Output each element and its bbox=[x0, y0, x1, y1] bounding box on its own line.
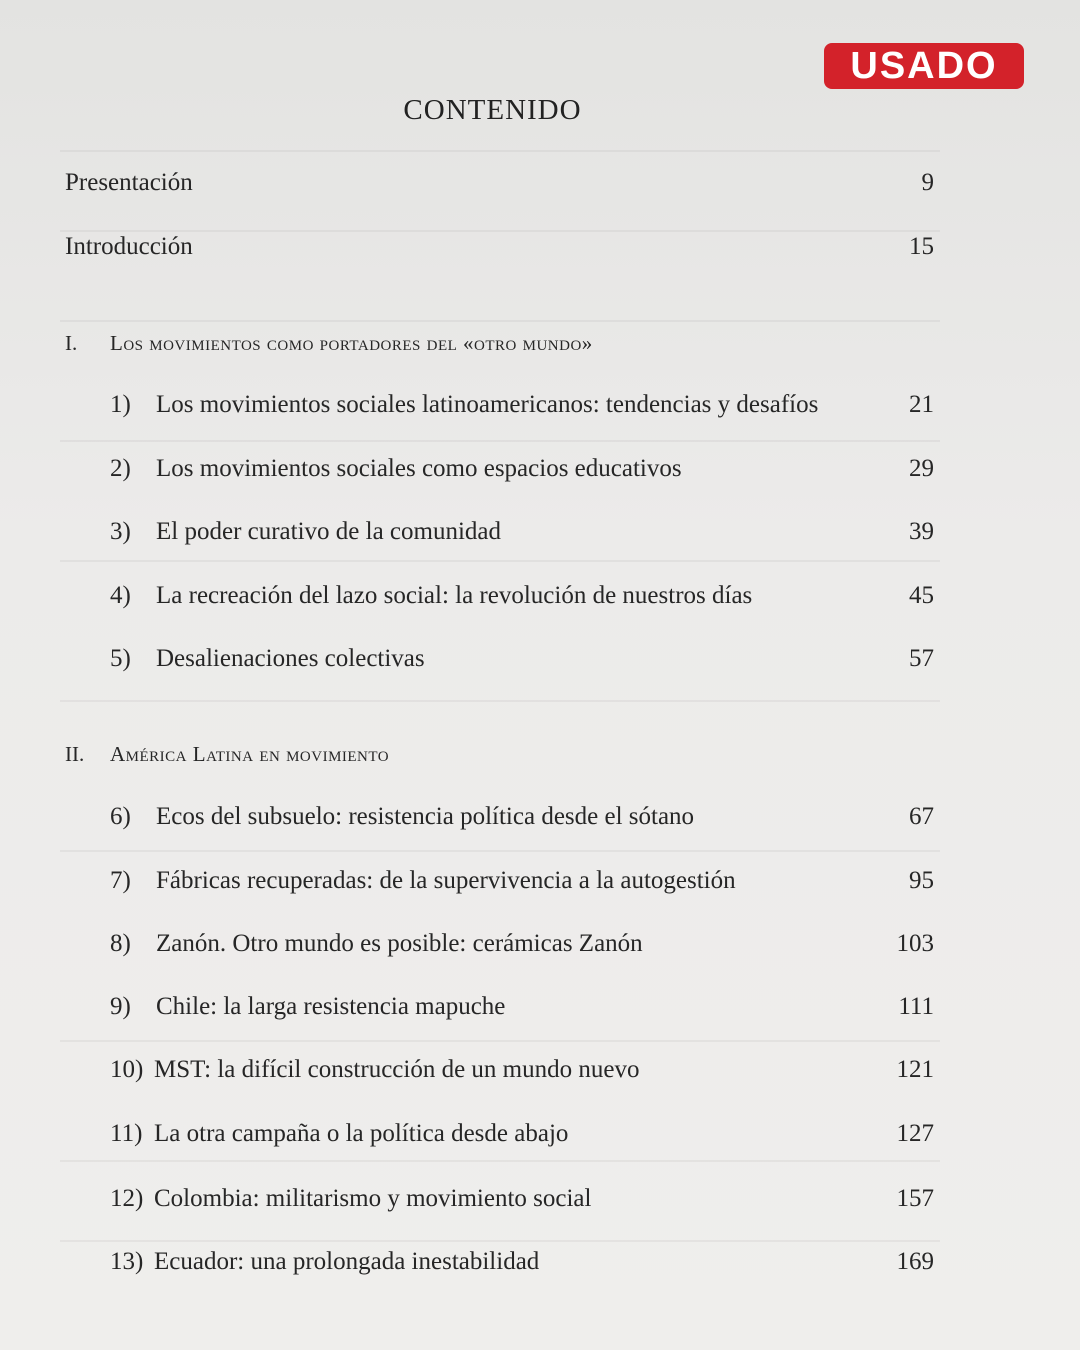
bleed-through-line bbox=[60, 560, 940, 562]
toc-page-number: 111 bbox=[898, 993, 934, 1020]
section-title: América Latina en movimiento bbox=[110, 742, 390, 766]
toc-page-number: 45 bbox=[909, 582, 934, 609]
toc-entry-title: Los movimientos sociales latinoamericanos: tendencias y desafíos bbox=[156, 391, 819, 418]
toc-entry-title: Fábricas recuperadas: de la supervivencia a la autogestión bbox=[156, 867, 736, 894]
toc-entry-title: Colombia: militarismo y movimiento social bbox=[154, 1185, 592, 1212]
toc-entry-title: Ecuador: una prolongada inestabilidad bbox=[154, 1248, 540, 1275]
toc-page-number: 29 bbox=[909, 455, 934, 482]
toc-page-number: 169 bbox=[896, 1248, 934, 1275]
page-title: CONTENIDO bbox=[403, 94, 582, 126]
toc-entry-label: Presentación bbox=[65, 169, 193, 196]
toc-entry-title: MST: la difícil construcción de un mundo nuevo bbox=[154, 1056, 640, 1083]
toc-page-number: 21 bbox=[909, 391, 934, 418]
bleed-through-line bbox=[60, 700, 940, 702]
toc-entry-number: 2) bbox=[110, 455, 131, 482]
toc-entry-title: Desalienaciones colectivas bbox=[156, 645, 425, 672]
toc-entry-number: 4) bbox=[110, 582, 131, 609]
toc-entry-title: Zanón. Otro mundo es posible: cerámicas Zanón bbox=[156, 930, 643, 957]
toc-page-number: 121 bbox=[896, 1056, 934, 1083]
section-title: Los movimientos como portadores del «otro mundo» bbox=[110, 331, 593, 355]
bleed-through-line bbox=[60, 1040, 940, 1042]
toc-entry-title: Ecos del subsuelo: resistencia política desde el sótano bbox=[156, 803, 695, 830]
toc-page-number: 127 bbox=[896, 1120, 934, 1147]
toc-page-number: 67 bbox=[909, 803, 934, 830]
toc-entry-number: 13) bbox=[110, 1248, 144, 1275]
bleed-through-line bbox=[60, 850, 940, 852]
toc-entry-number: 11) bbox=[110, 1120, 143, 1147]
bleed-through-line bbox=[60, 1160, 940, 1162]
toc-entry-number: 5) bbox=[110, 645, 131, 672]
toc-entry-number: 12) bbox=[110, 1185, 144, 1212]
toc-entry-number: 6) bbox=[110, 803, 131, 830]
toc-page-number: 15 bbox=[909, 233, 934, 260]
toc-entry-number: 1) bbox=[110, 391, 131, 418]
toc-entry-label: Introducción bbox=[65, 233, 193, 260]
toc-page-number: 39 bbox=[909, 518, 934, 545]
bleed-through-line bbox=[60, 150, 940, 152]
toc-page-number: 9 bbox=[921, 169, 934, 196]
toc-entry-title: La otra campaña o la política desde abajo bbox=[154, 1120, 569, 1147]
bleed-through-line bbox=[60, 320, 940, 322]
toc-entry-title: El poder curativo de la comunidad bbox=[156, 518, 502, 545]
toc-entry-number: 7) bbox=[110, 867, 131, 894]
toc-page-number: 95 bbox=[909, 867, 934, 894]
toc-page-number: 103 bbox=[896, 930, 934, 957]
toc-entry-title: Chile: la larga resistencia mapuche bbox=[156, 993, 506, 1020]
section-roman-numeral: I. bbox=[65, 331, 78, 355]
toc-page-number: 57 bbox=[909, 645, 934, 672]
toc-entry-number: 10) bbox=[110, 1056, 144, 1083]
bleed-through-line bbox=[60, 1240, 940, 1242]
toc-entry-number: 3) bbox=[110, 518, 131, 545]
toc-entry-title: Los movimientos sociales como espacios educativos bbox=[156, 455, 682, 482]
bleed-through-line bbox=[60, 440, 940, 442]
toc-entry-title: La recreación del lazo social: la revolución de nuestros días bbox=[156, 582, 753, 609]
section-roman-numeral: II. bbox=[65, 742, 85, 766]
used-badge: USADO bbox=[824, 43, 1024, 89]
toc-page-number: 157 bbox=[896, 1185, 934, 1212]
toc-entry-number: 9) bbox=[110, 993, 131, 1020]
toc-entry-number: 8) bbox=[110, 930, 131, 957]
